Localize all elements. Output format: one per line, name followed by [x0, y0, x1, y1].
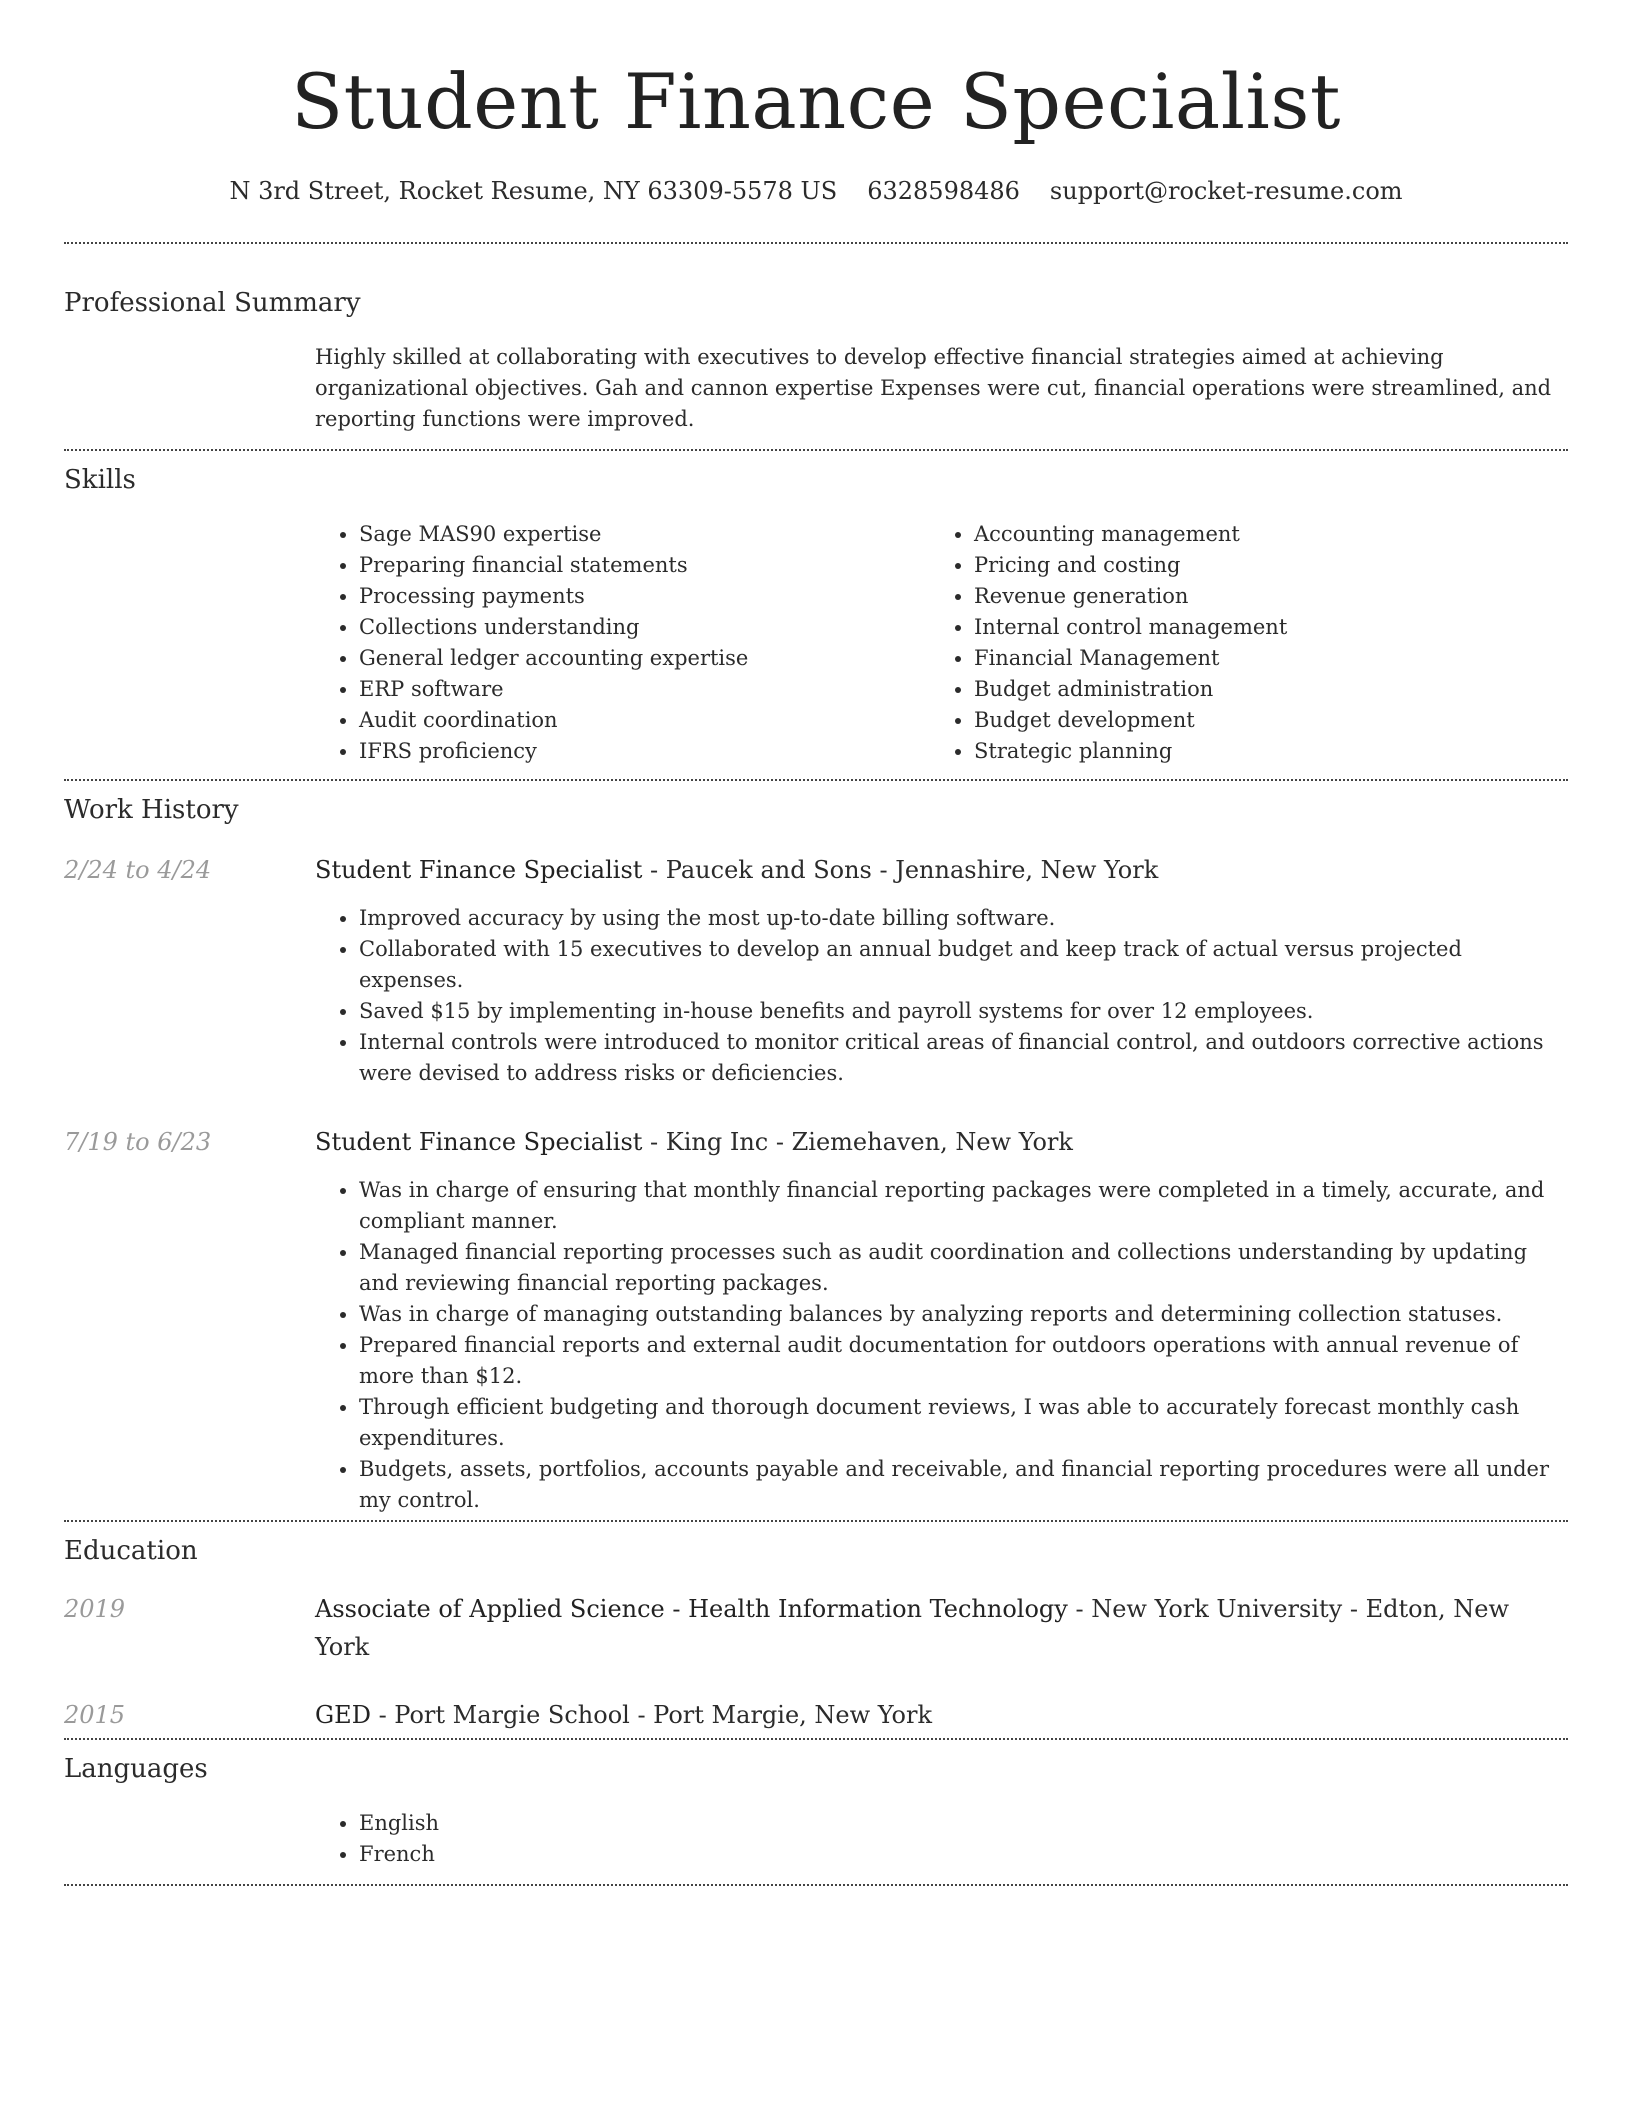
languages-content: [315, 1808, 1568, 1870]
candidate-name: Student Finance Specialist: [291, 57, 1341, 146]
job-entry: [64, 851, 1568, 1089]
job-bullet: • Was in charge of managing outstanding balances by analyzing reports and determining collection statuses.: [359, 1299, 1568, 1330]
section-title-languages: Languages: [64, 1754, 208, 1784]
skill-item: • Revenue generation: [974, 581, 1545, 612]
education-date: 2015: [64, 1701, 126, 1729]
contact-phone: 6328598486: [867, 177, 1020, 205]
skill-item: • ERP software: [359, 674, 930, 705]
job-entry: [64, 1123, 1568, 1516]
skill-item: • General ledger accounting expertise: [359, 643, 930, 674]
skill-item: • Pricing and costing: [974, 550, 1545, 581]
contact-email: support@rocket-resume.com: [1049, 177, 1403, 205]
section-title-summary: Professional Summary: [64, 288, 361, 318]
skill-item: • IFRS proficiency: [359, 736, 930, 767]
job-details: - King Inc - Ziemehaven, New York: [642, 1128, 1073, 1156]
skill-item: • Accounting management: [974, 519, 1545, 550]
job-bullet: • Budgets, assets, portfolios, accounts payable and receivable, and financial reporting procedures were all under my control.: [359, 1454, 1568, 1516]
contact-line: [64, 174, 1568, 208]
education-section: [64, 1522, 1568, 1738]
job-title-line: [315, 851, 1568, 889]
skills-list-right: [930, 519, 1545, 767]
skills-list-left: [315, 519, 930, 767]
skill-item: • Audit coordination: [359, 705, 930, 736]
job-bullet: • Saved $15 by implementing in-house benefits and payroll systems for over 12 employees.: [359, 996, 1568, 1027]
job-date: 2/24 to 4/24: [64, 856, 212, 884]
language-item: • French: [359, 1839, 1568, 1870]
skill-item: • Strategic planning: [974, 736, 1545, 767]
job-bullets: [315, 1175, 1568, 1516]
education-details: - Port Margie School - Port Margie, New York: [370, 1701, 933, 1729]
skills-content: [315, 519, 1568, 767]
skill-item: • Budget development: [974, 705, 1545, 736]
job-bullet: • Collaborated with 15 executives to develop an annual budget and keep track of actual versus projected expenses.: [359, 934, 1568, 996]
education-entry: [64, 1590, 1568, 1666]
job-bullet: • Improved accuracy by using the most up-to-date billing software.: [359, 903, 1568, 934]
work-history-section: [64, 781, 1568, 1520]
section-title-education: Education: [64, 1536, 198, 1566]
professional-summary-section: [64, 244, 1568, 449]
job-bullet: • Managed financial reporting processes such as audit coordination and collections understanding by updating and reviewing financial reporting packages.: [359, 1237, 1568, 1299]
skill-item: • Sage MAS90 expertise: [359, 519, 930, 550]
job-bullet: • Prepared financial reports and external audit documentation for outdoors operations with annual revenue of more than $12.: [359, 1330, 1568, 1392]
skill-item: • Processing payments: [359, 581, 930, 612]
job-details: - Paucek and Sons - Jennashire, New York: [642, 856, 1159, 884]
skills-section: [64, 451, 1568, 779]
education-degree: Associate of Applied Science - Health Information Technology: [315, 1595, 1068, 1623]
skill-item: • Financial Management: [974, 643, 1545, 674]
job-bullet: • Through efficient budgeting and thorough document reviews, I was able to accurately forecast monthly cash expenditures.: [359, 1392, 1568, 1454]
skill-item: • Budget administration: [974, 674, 1545, 705]
skill-item: • Preparing financial statements: [359, 550, 930, 581]
resume-header: [64, 0, 1568, 208]
job-bullet: • Internal controls were introduced to monitor critical areas of financial control, and outdoors corrective actions were devised to address risks or deficiencies.: [359, 1027, 1568, 1089]
section-divider: [64, 1884, 1568, 1886]
job-bullet: • Was in charge of ensuring that monthly financial reporting packages were completed in a timely, accurate, and compliant manner.: [359, 1175, 1568, 1237]
skill-item: • Internal control management: [974, 612, 1545, 643]
section-title-skills: Skills: [64, 465, 136, 495]
job-role: Student Finance Specialist: [315, 856, 643, 884]
education-title-line: [315, 1696, 1568, 1734]
section-title-work: Work History: [64, 795, 239, 825]
job-role: Student Finance Specialist: [315, 1128, 643, 1156]
education-entry: [64, 1696, 1568, 1734]
language-item: • English: [359, 1808, 1568, 1839]
education-title-line: [315, 1590, 1568, 1666]
education-degree: GED: [315, 1701, 371, 1729]
languages-section: [64, 1740, 1568, 1884]
education-date: 2019: [64, 1595, 126, 1623]
job-bullets: [315, 903, 1568, 1089]
summary-text: Highly skilled at collaborating with executives to develop effective financial strategies aimed at achieving organizational objectives. Gah and cannon expertise Expenses were cut, financial operations were streamlined, and reporting functions were improved.: [315, 345, 1552, 431]
skill-item: • Collections understanding: [359, 612, 930, 643]
contact-address: N 3rd Street, Rocket Resume, NY 63309-5578 US: [229, 177, 838, 205]
job-title-line: [315, 1123, 1568, 1161]
job-date: 7/19 to 6/23: [64, 1128, 212, 1156]
skills-grid: [315, 519, 1568, 767]
education-details: - New York University - Edton, New York: [315, 1595, 1510, 1661]
